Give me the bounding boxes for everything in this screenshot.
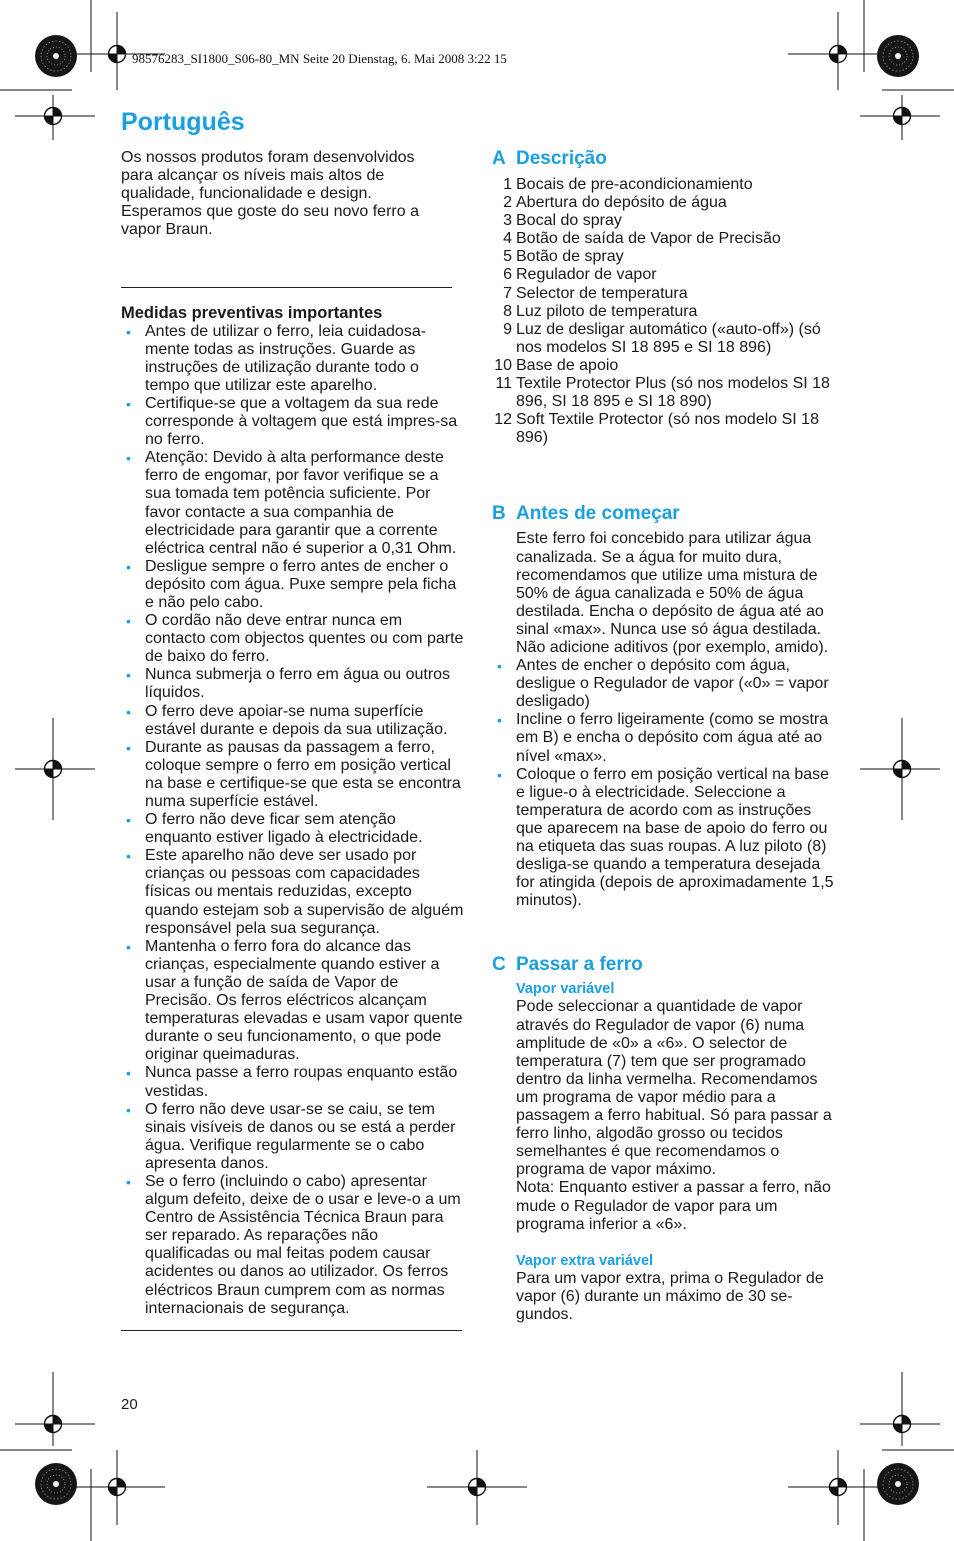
bullet-icon: •	[126, 938, 131, 955]
part-label: Bocais de pre-acondicionamiento	[516, 176, 753, 193]
divider	[121, 1330, 462, 1331]
variable-steam-heading: Vapor variável	[516, 981, 615, 998]
bullet-icon: •	[126, 450, 131, 467]
part-number: 4	[503, 230, 512, 248]
part-item	[492, 285, 837, 303]
part-label: Soft Textile Protector (só nos modelo SI 18 896)	[516, 411, 819, 447]
precaution-text: Durante as pausas da passagem a ferro, coloque sempre o ferro em posição vertical na base e certifique-se que esta se encontra numa superfície estável.	[145, 738, 461, 810]
part-label: Botão de saída de Vapor de Precisão	[516, 230, 781, 248]
part-label: Selector de temperatura	[516, 284, 688, 302]
precaution-item	[121, 323, 466, 395]
precaution-text: O ferro deve apoiar-se numa superfície estável durante e depois da sua utilização.	[145, 702, 448, 738]
extra-steam-heading: Vapor extra variável	[516, 1252, 654, 1269]
part-item	[492, 176, 837, 194]
part-item	[492, 194, 837, 212]
section-letter: A	[492, 148, 506, 169]
parts-list	[492, 176, 837, 447]
preparation-step	[492, 766, 837, 911]
bullet-icon: •	[497, 766, 502, 783]
section-title: Passar a ferro	[516, 954, 643, 976]
section-b-intro: Este ferro foi concebido para utilizar água canalizada. Se a água for muito dura, recomendamos que utilize uma mistura de 50% de água canalizada e 50% de água destilada. Encha o depósito de água até ao sinal «max». Nunca use só água destilada. Não adicione aditivos (por exemplo, amido).	[516, 530, 829, 656]
step-text: Coloque o ferro em posição vertical na base e ligue-o à electricidade. Seleccione a temperatura de acordo com as instruções que aparecem na base de apoio do ferro ou na etiqueta das suas roupas. A luz piloto (8) desliga-se quando a temperatura desejada for atingida (depois de aproximadamente 1,5 minutos).	[516, 765, 834, 910]
section-letter: C	[492, 954, 506, 976]
part-number: 5	[503, 248, 512, 266]
precaution-text: Antes de utilizar o ferro, leia cuidadosa-mente todas as instruções. Guarde as instruções de utilização durante todo o tempo que utilizar este aparelho.	[145, 322, 427, 394]
section-title: Antes de começar	[516, 503, 680, 525]
precaution-text: Nunca submerja o ferro em água ou outros líquidos.	[145, 666, 451, 702]
right-column	[492, 148, 837, 1324]
preparation-step	[492, 711, 837, 765]
precaution-item	[121, 1064, 466, 1100]
variable-steam-text: Pode seleccionar a quantidade de vapor através do Regulador de vapor (6) numa amplitude de «0» a «6». O selector de temperatura (7) tem que ser programado dentro da linha vermelha. Recomendamos um programa de vapor médio para a passagem a ferro habitual. Só para passar a ferro linho, algodão grosso ou tecidos semelhantes é que recomendamos o programa de vapor máximo.	[516, 998, 832, 1179]
bullet-icon: •	[126, 395, 131, 412]
precaution-item	[121, 558, 466, 612]
bullet-icon: •	[126, 1065, 131, 1082]
part-number: 10	[494, 356, 512, 374]
precaution-text: Mantenha o ferro fora do alcance das crianças, especialmente quando estiver a usar a função de saída de Vapor de Precisão. Os ferros eléctricos alcançam temperaturas elevadas e usam vapor quente durante o seu funcionamento, o que pode originar queimaduras.	[145, 937, 463, 1064]
part-number: 6	[503, 266, 512, 284]
section-c-body	[492, 980, 837, 1324]
bullet-icon: •	[126, 812, 131, 829]
precaution-item	[121, 1173, 466, 1318]
section-c-heading	[492, 954, 837, 976]
part-label: Botão de spray	[516, 248, 624, 266]
bullet-icon: •	[126, 323, 131, 340]
bullet-icon: •	[126, 667, 131, 684]
section-letter: B	[492, 503, 506, 525]
precaution-text: O ferro não deve ficar sem atenção enquanto estiver ligado à electricidade.	[145, 811, 423, 847]
precaution-item	[121, 811, 466, 847]
precaution-text: Nunca passe a ferro roupas enquanto estão vestidas.	[145, 1064, 458, 1100]
part-item	[492, 303, 837, 321]
bullet-icon: •	[126, 1101, 131, 1118]
precaution-item	[121, 1101, 466, 1173]
intro-paragraph: Os nossos produtos foram desenvolvidos para alcançar os níveis mais altos de qualidade, funcionalidade e design. Esperamos que goste do seu novo ferro a vapor Braun.	[121, 149, 419, 239]
precautions-list	[121, 323, 466, 1318]
part-item	[492, 266, 837, 284]
precaution-text: Certifique-se que a voltagem da sua rede corresponde à voltagem que está impres-sa no ferro.	[145, 394, 458, 449]
divider	[121, 287, 452, 288]
extra-steam-text: Para um vapor extra, prima o Regulador de vapor (6) durante un máximo de 30 se-gundos.	[516, 1269, 824, 1323]
precaution-text: O cordão não deve entrar nunca em contacto com objectos quentes ou com parte de baixo do ferro.	[145, 612, 464, 666]
precaution-item	[121, 612, 466, 666]
part-number: 11	[495, 375, 512, 393]
part-number: 7	[503, 284, 512, 302]
part-number: 2	[503, 194, 512, 212]
part-item	[492, 230, 837, 248]
precaution-item	[121, 847, 466, 937]
preparation-steps	[492, 657, 837, 910]
precaution-text: Desligue sempre o ferro antes de encher o depósito com água. Puxe sempre pela ficha e não pelo cabo.	[145, 557, 457, 611]
precaution-item	[121, 666, 466, 702]
bullet-icon: •	[126, 848, 131, 865]
page-number: 20	[121, 1396, 138, 1413]
precautions-heading: Medidas preventivas importantes	[121, 304, 383, 323]
part-label: Textile Protector Plus (só nos modelos SI 18 896, SI 18 895 e SI 18 890)	[516, 375, 830, 411]
part-number: 12	[494, 411, 512, 429]
precaution-text: Se o ferro (incluindo o cabo) apresentar algum defeito, deixe de o usar e leve-o a um Centro de Assistência Técnica Braun para ser reparado. As reparações não qualificadas ou mal feitas podem causar acidentes ou danos ao utilizador. Os ferros eléctricos Braun cumprem com as normas internacionais de segurança.	[145, 1172, 461, 1317]
step-text: Antes de encher o depósito com água, desligue o Regulador de vapor («0» = vapor desligado)	[516, 657, 829, 711]
precaution-text: O ferro não deve usar-se se caiu, se tem sinais visíveis de danos ou se está a perder água. Verifique regularmente se o cabo apresenta danos.	[145, 1100, 456, 1172]
bullet-icon: •	[126, 558, 131, 575]
part-item	[492, 375, 837, 411]
precaution-item	[121, 739, 466, 811]
section-b-body	[492, 530, 837, 910]
preparation-step	[492, 657, 837, 711]
precaution-text: Atenção: Devido à alta performance deste ferro de engomar, por favor verifique se a sua tomada tem potência suficiente. Por favor contacte a sua companhia de electricidade para garantir que a corrente eléctrica central não é superior a 0,31 Ohm.	[145, 449, 457, 557]
section-title: Descrição	[516, 148, 607, 169]
print-header: 98576283_SI1800_S06-80_MN Seite 20 Dienstag, 6. Mai 2008 3:22 15	[132, 51, 507, 66]
bullet-icon: •	[497, 712, 502, 729]
left-column	[121, 149, 466, 1331]
section-b-heading	[492, 503, 837, 525]
bullet-icon: •	[126, 703, 131, 720]
part-label: Base de apoio	[516, 356, 619, 374]
part-item	[492, 357, 837, 375]
precaution-text: Este aparelho não deve ser usado por crianças ou pessoas com capacidades físicas ou mentais reduzidas, excepto quando estejam sob a supervisão de alguém responsável pela sua segurança.	[145, 847, 464, 937]
part-label: Luz de desligar automático («auto-off») (só nos modelos SI 18 895 e SI 18 896)	[516, 320, 821, 356]
bullet-icon: •	[497, 658, 502, 675]
section-a-heading	[492, 148, 837, 170]
part-item	[492, 212, 837, 230]
part-label: Luz piloto de temperatura	[516, 302, 698, 320]
part-label: Bocal do spray	[516, 212, 622, 230]
bullet-icon: •	[126, 1173, 131, 1190]
precaution-item	[121, 395, 466, 449]
part-number: 1	[503, 176, 512, 193]
precaution-item	[121, 703, 466, 739]
variable-steam-note: Nota: Enquanto estiver a passar a ferro, não mude o Regulador de vapor para um programa inferior a «6».	[516, 1179, 831, 1233]
part-item	[492, 248, 837, 266]
precaution-item	[121, 938, 466, 1065]
part-item	[492, 321, 837, 357]
part-number: 9	[503, 320, 512, 338]
page-title: Português	[121, 108, 245, 136]
part-item	[492, 411, 837, 447]
bullet-icon: •	[126, 613, 131, 630]
part-number: 3	[503, 212, 512, 230]
precaution-item	[121, 449, 466, 558]
part-number: 8	[503, 302, 512, 320]
part-label: Abertura do depósito de água	[516, 194, 727, 212]
part-label: Regulador de vapor	[516, 266, 657, 284]
bullet-icon: •	[126, 739, 131, 756]
step-text: Incline o ferro ligeiramente (como se mostra em B) e encha o depósito com água até ao nível «max».	[516, 711, 829, 765]
